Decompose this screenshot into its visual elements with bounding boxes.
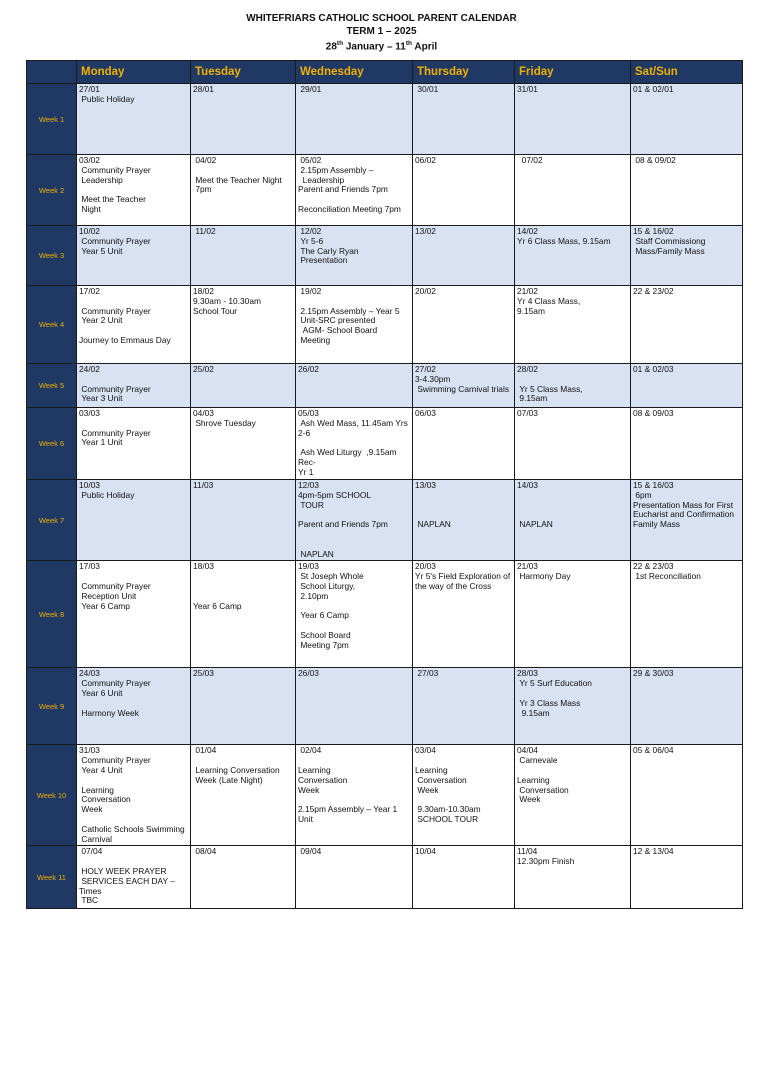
day-cell: 20/02 [413, 286, 515, 364]
date-range-end-suffix: th [405, 40, 413, 47]
week-label: Week 2 [27, 155, 77, 226]
day-cell: 30/01 [413, 84, 515, 155]
day-cell: 21/03 Harmony Day [515, 561, 631, 668]
day-cell: 05/02 2.15pm Assembly – Leadership Parent and Friends 7pm Reconciliation Meeting 7pm [296, 155, 413, 226]
day-cell: 09/04 [296, 846, 413, 909]
day-cell: 04/04 Carnevale Learning Conversation Week [515, 745, 631, 846]
day-cell: 21/02 Yr 4 Class Mass, 9.15am [515, 286, 631, 364]
day-cell: 25/03 [191, 668, 296, 745]
week-label: Week 11 [27, 846, 77, 909]
day-cell: 08 & 09/02 [631, 155, 743, 226]
day-cell: 15 & 16/03 6pm Presentation Mass for First Eucharist and Confirmation Family Mass [631, 480, 743, 561]
week-row [27, 84, 743, 155]
day-header-tuesday: Tuesday [191, 61, 296, 84]
day-cell: 03/03 Community Prayer Year 1 Unit [77, 408, 191, 480]
day-cell: 03/02 Community Prayer Leadership Meet the Teacher Night [77, 155, 191, 226]
day-header-wednesday: Wednesday [296, 61, 413, 84]
day-cell: 25/02 [191, 364, 296, 408]
calendar-title: WHITEFRIARS CATHOLIC SCHOOL PARENT CALENDAR [246, 13, 517, 24]
day-cell: 03/04 Learning Conversation Week 9.30am-10.30am SCHOOL TOUR [413, 745, 515, 846]
day-cell: 11/04 12.30pm Finish [515, 846, 631, 909]
header-corner [27, 61, 77, 84]
day-cell: 27/02 3-4.30pm Swimming Carnival trials [413, 364, 515, 408]
date-range [0, 38, 763, 54]
day-cell: 27/03 [413, 668, 515, 745]
day-header-friday: Friday [515, 61, 631, 84]
day-header-thursday: Thursday [413, 61, 515, 84]
day-cell: 22 & 23/03 1st Reconciliation [631, 561, 743, 668]
day-cell: 07/04 HOLY WEEK PRAYER SERVICES EACH DAY – Times TBC [77, 846, 191, 909]
day-cell: 05/03 Ash Wed Mass, 11.45am Yrs 2-6 Ash Wed Liturgy ,9.15am Rec- Yr 1 [296, 408, 413, 480]
day-cell: 06/02 [413, 155, 515, 226]
week-label: Week 6 [27, 408, 77, 480]
week-label: Week 4 [27, 286, 77, 364]
term-label: TERM 1 – 2025 [346, 25, 417, 37]
day-cell: 07/02 [515, 155, 631, 226]
day-cell: 17/03 Community Prayer Reception Unit Year 6 Camp [77, 561, 191, 668]
day-cell: 04/03 Shrove Tuesday [191, 408, 296, 480]
day-cell: 08 & 09/03 [631, 408, 743, 480]
day-cell: 20/03 Yr 5's Field Exploration of the way of the Cross [413, 561, 515, 668]
day-header-sat-sun: Sat/Sun [631, 61, 743, 84]
week-row [27, 155, 743, 226]
week-row [27, 480, 743, 561]
date-range-middle: January – 11 [343, 41, 406, 53]
day-cell: 18/03 Year 6 Camp [191, 561, 296, 668]
day-cell: 17/02 Community Prayer Year 2 Unit Journey to Emmaus Day [77, 286, 191, 364]
week-label: Week 9 [27, 668, 77, 745]
day-cell: 28/01 [191, 84, 296, 155]
day-cell: 13/02 [413, 226, 515, 286]
day-cell: 29 & 30/03 [631, 668, 743, 745]
day-cell: 10/04 [413, 846, 515, 909]
day-cell: 22 & 23/02 [631, 286, 743, 364]
day-cell: 08/04 [191, 846, 296, 909]
day-cell: 01 & 02/01 [631, 84, 743, 155]
week-row [27, 226, 743, 286]
day-cell: 29/01 [296, 84, 413, 155]
day-cell: 27/01 Public Holiday [77, 84, 191, 155]
day-cell: 14/02 Yr 6 Class Mass, 9.15am [515, 226, 631, 286]
day-cell: 28/02 Yr 5 Class Mass, 9.15am [515, 364, 631, 408]
day-cell: 26/03 [296, 668, 413, 745]
day-header-row [27, 61, 743, 84]
day-cell: 01 & 02/03 [631, 364, 743, 408]
day-cell: 13/03 NAPLAN [413, 480, 515, 561]
day-cell: 04/02 Meet the Teacher Night 7pm [191, 155, 296, 226]
day-cell: 02/04 Learning Conversation Week 2.15pm Assembly – Year 1 Unit [296, 745, 413, 846]
date-range-start: 28 [325, 41, 337, 53]
week-label: Week 7 [27, 480, 77, 561]
week-label: Week 1 [27, 84, 77, 155]
week-row [27, 364, 743, 408]
day-cell: 18/02 9.30am - 10.30am School Tour [191, 286, 296, 364]
week-row [27, 846, 743, 909]
week-label: Week 8 [27, 561, 77, 668]
day-cell: 10/03 Public Holiday [77, 480, 191, 561]
day-cell: 01/04 Learning Conversation Week (Late Night) [191, 745, 296, 846]
day-cell: 11/02 [191, 226, 296, 286]
day-header-monday: Monday [77, 61, 191, 84]
day-cell: 31/03 Community Prayer Year 4 Unit Learning Conversation Week Catholic Schools Swimming Carnival [77, 745, 191, 846]
calendar-table [26, 60, 743, 909]
week-row [27, 561, 743, 668]
week-row [27, 408, 743, 480]
day-cell: 26/02 [296, 364, 413, 408]
date-range-start-suffix: th [336, 40, 344, 47]
day-cell: 07/03 [515, 408, 631, 480]
day-cell: 31/01 [515, 84, 631, 155]
day-cell: 06/03 [413, 408, 515, 480]
day-cell: 15 & 16/02 Staff Commissiong Mass/Family Mass [631, 226, 743, 286]
week-row [27, 668, 743, 745]
day-cell: 24/02 Community Prayer Year 3 Unit [77, 364, 191, 408]
day-cell: 28/03 Yr 5 Surf Education Yr 3 Class Mass 9.15am [515, 668, 631, 745]
day-cell: 11/03 [191, 480, 296, 561]
week-label: Week 10 [27, 745, 77, 846]
day-cell: 19/02 2.15pm Assembly – Year 5 Unit-SRC presented AGM- School Board Meeting [296, 286, 413, 364]
day-cell: 05 & 06/04 [631, 745, 743, 846]
week-row [27, 745, 743, 846]
day-cell: 12/03 4pm-5pm SCHOOL TOUR Parent and Friends 7pm NAPLAN [296, 480, 413, 561]
day-cell: 12/02 Yr 5-6 The Carly Ryan Presentation [296, 226, 413, 286]
day-cell: 10/02 Community Prayer Year 5 Unit [77, 226, 191, 286]
week-row [27, 286, 743, 364]
day-cell: 24/03 Community Prayer Year 6 Unit Harmony Week [77, 668, 191, 745]
week-label: Week 3 [27, 226, 77, 286]
week-label: Week 5 [27, 364, 77, 408]
day-cell: 19/03 St Joseph Whole School Liturgy, 2.10pm Year 6 Camp School Board Meeting 7pm [296, 561, 413, 668]
date-range-end: April [412, 41, 438, 53]
day-cell: 14/03 NAPLAN [515, 480, 631, 561]
page-header [0, 13, 763, 54]
day-cell: 12 & 13/04 [631, 846, 743, 909]
